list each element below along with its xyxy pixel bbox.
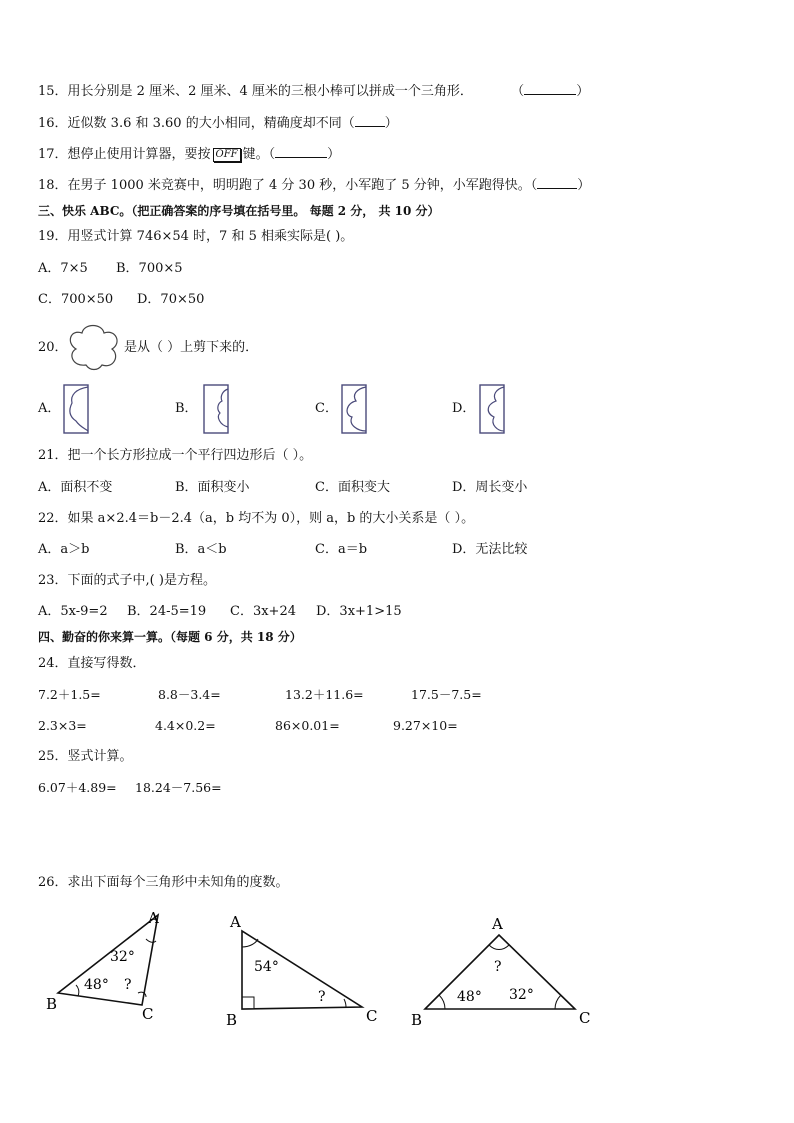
question-16-text: 16．近似数 3.6 和 3.60 的大小相同，精确度却不同（ — [38, 116, 355, 131]
triangle-3-diagram — [405, 905, 605, 1030]
question-15-paren-close: ） — [576, 84, 590, 99]
question-20-number: 20． — [38, 340, 68, 355]
tri3-vertex-a: A — [492, 915, 503, 933]
triangle-1-diagram — [38, 905, 178, 1025]
q24-item-5: 2.3×3= — [38, 718, 87, 733]
section-4-title: 四、勤奋的你来算一算。（每题 6 分，共 18 分） — [38, 630, 302, 644]
question-21-stem: 21．把一个长方形拉成一个平行四边形后（ ）。 — [38, 448, 313, 463]
tri1-vertex-a: A — [148, 909, 159, 927]
q24-item-4: 17.5－7.5= — [411, 687, 482, 702]
question-25-stem: 25．竖式计算。 — [38, 749, 133, 764]
q21-option-b[interactable]: B．面积变小 — [175, 480, 250, 495]
q24-item-3: 13.2＋11.6= — [285, 687, 364, 702]
tri1-angle-a: 32° — [110, 949, 135, 965]
cutout-paper-c-icon — [340, 383, 368, 435]
question-18 — [38, 176, 590, 195]
question-23-stem: 23．下面的式子中,( )是方程。 — [38, 573, 216, 588]
cutout-paper-a-icon — [62, 383, 90, 435]
question-18-text: 18．在男子 1000 米竞赛中，明明跑了 4 分 30 秒，小军跑了 5 分钟，小军跑得快。（ — [38, 178, 538, 193]
triangle-2-diagram — [220, 905, 390, 1030]
q20-option-a[interactable]: A． — [38, 401, 61, 416]
q24-item-8: 9.27×10= — [393, 718, 458, 733]
question-19-stem: 19．用竖式计算 746×54 时，7 和 5 相乘实际是( )。 — [38, 229, 354, 244]
tri1-vertex-b: B — [46, 995, 58, 1013]
q21-option-d[interactable]: D．周长变小 — [452, 480, 528, 495]
answer-blank-17[interactable] — [275, 145, 327, 158]
q21-option-c[interactable]: C．面积变大 — [315, 480, 390, 495]
q24-item-6: 4.4×0.2= — [155, 718, 216, 733]
q23-option-d[interactable]: D．3x+1>15 — [316, 604, 402, 619]
question-24-stem: 24．直接写得数． — [38, 656, 146, 671]
tri3-vertex-b: B — [411, 1011, 423, 1029]
answer-blank-15[interactable] — [524, 82, 576, 95]
q21-option-a[interactable]: A．面积不变 — [38, 480, 113, 495]
q24-item-1: 7.2＋1.5= — [38, 687, 101, 702]
question-15-paren-open: （ — [511, 84, 525, 99]
tri2-vertex-c: C — [366, 1007, 378, 1025]
q22-option-a[interactable]: A．a＞b — [38, 542, 90, 557]
question-17-text-before: 17．想停止使用计算器，要按 — [38, 147, 211, 162]
q22-option-b[interactable]: B．a＜b — [175, 542, 227, 557]
q25-item-1: 6.07＋4.89= — [38, 780, 117, 795]
q22-option-c[interactable]: C．a＝b — [315, 542, 368, 557]
tri1-unknown: ? — [124, 977, 132, 993]
tri3-vertex-c: C — [579, 1009, 591, 1027]
q25-item-2: 18.24－7.56= — [135, 780, 222, 795]
question-18-paren-close: ） — [577, 178, 591, 193]
q23-option-a[interactable]: A．5x-9=2 — [38, 604, 108, 619]
q20-option-b[interactable]: B． — [175, 401, 198, 416]
question-20-stem: 是从（ ）上剪下来的． — [124, 340, 259, 355]
tri1-angle-b: 48° — [84, 977, 109, 993]
question-17 — [38, 145, 340, 164]
question-22-stem: 22．如果 a×2.4＝b－2.4（a，b 均不为 0），则 a，b 的大小关系是（ ）。 — [38, 511, 475, 526]
off-key-icon: OFF — [213, 148, 241, 162]
answer-blank-18[interactable] — [537, 176, 577, 189]
tri2-vertex-a: A — [230, 913, 241, 931]
q19-option-a[interactable]: A．7×5 — [38, 261, 88, 276]
tri3-angle-b: 48° — [457, 989, 482, 1005]
q24-item-2: 8.8－3.4= — [158, 687, 221, 702]
flower-shape-icon — [66, 321, 122, 371]
section-3-title: 三、快乐 ABC。（把正确答案的序号填在括号里。 每题 2 分， 共 10 分） — [38, 204, 440, 218]
tri2-vertex-b: B — [226, 1011, 238, 1029]
q20-option-d[interactable]: D． — [452, 401, 476, 416]
question-15-text: 15．用长分别是 2 厘米、2 厘米、4 厘米的三根小棒可以拼成一个三角形． — [38, 84, 473, 99]
question-16 — [38, 114, 398, 133]
q23-option-c[interactable]: C．3x+24 — [230, 604, 296, 619]
question-17-text-after: 键。（ — [242, 147, 276, 162]
tri3-unknown: ? — [494, 959, 502, 975]
tri2-unknown: ? — [318, 989, 326, 1005]
q23-option-b[interactable]: B．24-5=19 — [127, 604, 207, 619]
question-16-paren-close: ） — [384, 116, 398, 131]
tri1-vertex-c: C — [142, 1005, 154, 1023]
cutout-paper-b-icon — [202, 383, 230, 435]
q19-option-d[interactable]: D．70×50 — [137, 292, 205, 307]
question-26-stem: 26．求出下面每个三角形中未知角的度数。 — [38, 875, 289, 890]
q22-option-d[interactable]: D．无法比较 — [452, 542, 528, 557]
tri2-angle-a: 54° — [254, 959, 279, 975]
cutout-paper-d-icon — [478, 383, 506, 435]
q19-option-c[interactable]: C．700×50 — [38, 292, 114, 307]
q19-option-b[interactable]: B．700×5 — [116, 261, 183, 276]
q24-item-7: 86×0.01= — [275, 718, 340, 733]
question-17-paren-close: ） — [327, 147, 341, 162]
question-15 — [38, 82, 589, 101]
tri3-angle-c: 32° — [509, 987, 534, 1003]
q20-option-c[interactable]: C． — [315, 401, 338, 416]
answer-blank-16[interactable] — [355, 114, 385, 127]
